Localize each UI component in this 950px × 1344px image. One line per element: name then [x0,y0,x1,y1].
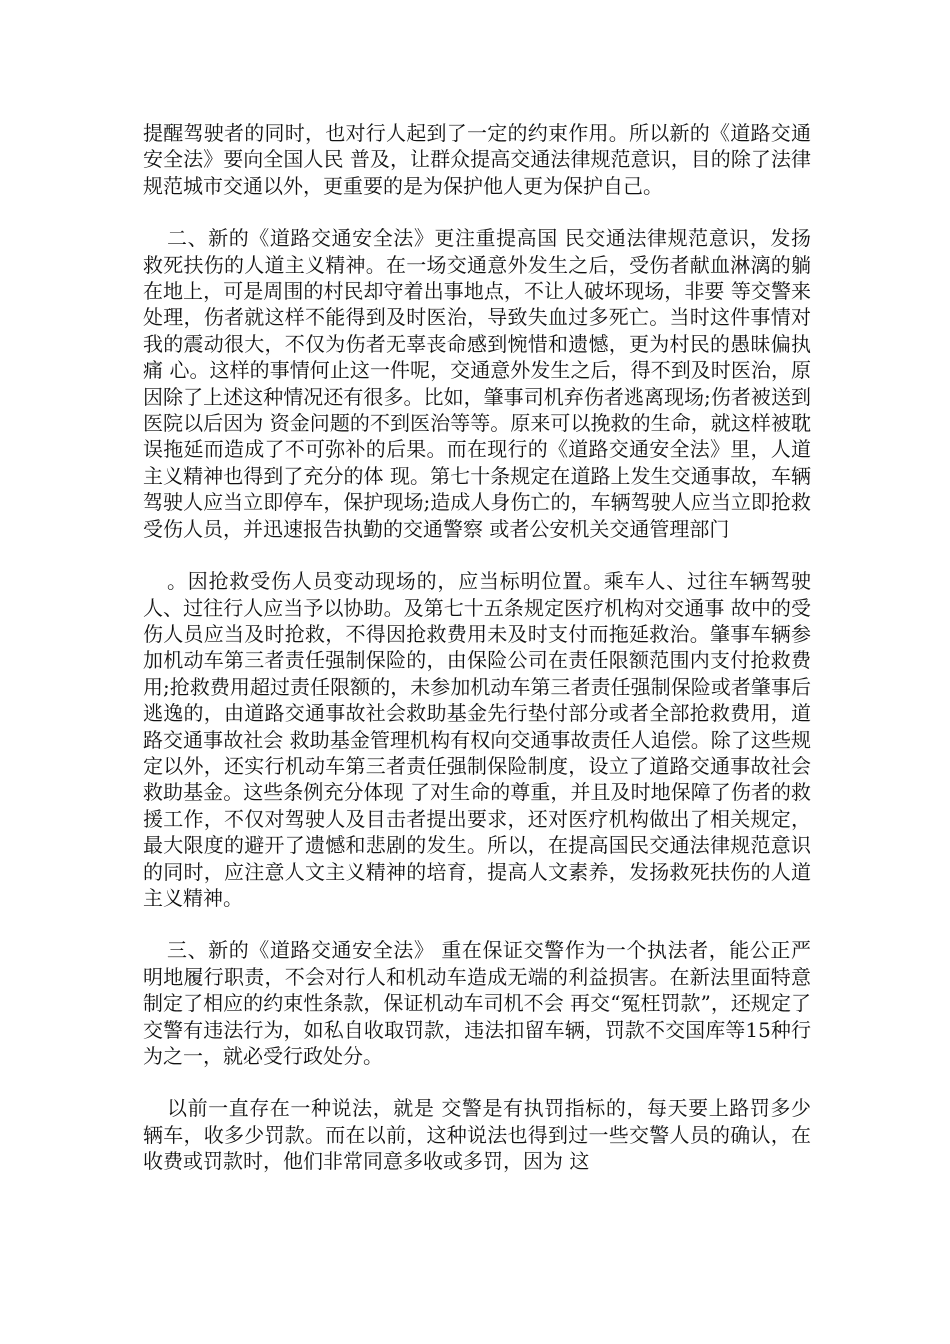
paragraph-4: 三、新的《道路交通安全法》 重在保证交警作为一个执法者，能公正严明地履行职责，不会对行人和机动车造成无端的利益损害。在新法里面特意制定了相应的约束性条款，保证机动车司机不会 再交“冤枉罚款”，还规定了交警有违法行为，如私自收取罚款，违法扣留车辆，罚款不交国库等15种行为之一，就必受行政处分。 [143,938,811,1068]
paragraph-2: 二、新的《道路交通安全法》更注重提高国 民交通法律规范意识，发扬救死扶伤的人道主义精神。在一场交通意外发生之后，受伤者献血淋漓的躺在地上，可是周围的村民却守着出事地点，不让人破坏现场，非要 等交警来处理，伤者就这样不能得到及时医治，导致失血过多死亡。当时这件事情对我的震动很大，不仅为伤者无辜丧命感到惋惜和遗憾，更为村民的愚昧偏执痛 心。这样的事情何止这一件呢，交通意外发生之后，得不到及时医治，原因除了上述这种情况还有很多。比如，肇事司机弃伤者逃离现场;伤者被送到医院以后因为 资金问题的不到医治等等。原来可以挽救的生命，就这样被耽误拖延而造成了不可弥补的后果。而在现行的《道路交通安全法》里，人道主义精神也得到了充分的体 现。第七十条规定在道路上发生交通事故，车辆驾驶人应当立即停车，保护现场;造成人身伤亡的，车辆驾驶人应当立即抢救受伤人员，并迅速报告执勤的交通警察 或者公安机关交通管理部门 [143,226,811,541]
paragraph-3: 。因抢救受伤人员变动现场的，应当标明位置。乘车人、过往车辆驾驶人、过往行人应当予以协助。及第七十五条规定医疗机构对交通事 故中的受伤人员应当及时抢救，不得因抢救费用未及时支付而拖延救治。肇事车辆参加机动车第三者责任强制保险的，由保险公司在责任限额范围内支付抢救费用;抢救费用超过责任限额的，未参加机动车第三者责任强制保险或者肇事后逃逸的，由道路交通事故社会救助基金先行垫付部分或者全部抢救费用，道路交通事故社会 救助基金管理机构有权向交通事故责任人追偿。除了这些规定以外，还实行机动车第三者责任强制保险制度，设立了道路交通事故社会救助基金。这些条例充分体现 了对生命的尊重，并且及时地保障了伤者的救援工作，不仅对驾驶人及目击者提出要求，还对医疗机构做出了相关规定，最大限度的避开了遗憾和悲剧的发生。所以，在提高国民交通法律规范意识的同时，应注意人文主义精神的培育，提高人文素养，发扬救死扶伤的人道主义精神。 [143,569,811,910]
paragraph-1: 提醒驾驶者的同时，也对行人起到了一定的约束作用。所以新的《道路交通安全法》要向全国人民 普及，让群众提高交通法律规范意识，目的除了法律规范城市交通以外，更重要的是为保护他人更为保护自己。 [143,121,811,198]
paragraph-5: 以前一直存在一种说法，就是 交警是有执罚指标的，每天要上路罚多少辆车，收多少罚款。而在以前，这种说法也得到过一些交警人员的确认，在收费或罚款时，他们非常同意多收或多罚，因为 这 [143,1096,811,1174]
document-body [143,120,811,1201]
